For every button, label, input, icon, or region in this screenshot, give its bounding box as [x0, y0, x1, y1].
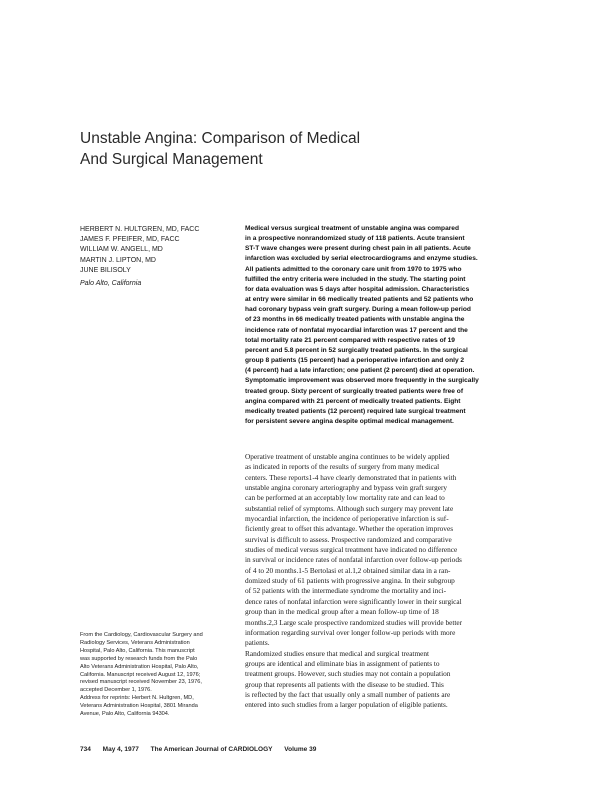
abstract-line: for data evaluation was 5 days after hospital admission. Characteristics [245, 285, 470, 293]
body-line: Randomized studies ensure that medical and surgical treatment [245, 648, 430, 658]
author-affiliation: Palo Alto, California [80, 280, 142, 287]
author-name: MARTIN J. LIPTON, MD [80, 256, 156, 264]
body-line: studies of medical versus surgical treatment have indicated no difference [245, 545, 458, 555]
abstract [245, 224, 545, 427]
abstract-line: ST-T wave changes were present during chest pain in all patients. Acute [245, 245, 471, 253]
page-footer [80, 746, 326, 753]
footnote-line: Address for reprints: Herbert N. Hultgren, MD, [80, 695, 194, 702]
author-name: JAMES F. PFEIFER, MD, FACC [80, 236, 180, 244]
footnote-line: Radiology Services, Veterans Administration [80, 639, 190, 646]
footnote-line: California. Manuscript received August 12, 1976; [80, 671, 201, 678]
body-line: treatment groups. However, such studies may not contain a population [245, 669, 451, 679]
article-title [80, 128, 460, 170]
footnote-line: accepted December 1, 1976. [80, 687, 152, 694]
body-line: in survival or incidence rates of nonfatal infarction over follow-up periods [245, 555, 462, 565]
body-line: ficiently great to offset this advantage. Whether the operation improves [245, 524, 454, 534]
abstract-line: group 8 patients (15 percent) had a perioperative infarction and only 2 [245, 357, 465, 365]
abstract-line: treated group. Sixty percent of surgically treated patients were free of [245, 387, 464, 395]
title-line: And Surgical Management [80, 151, 263, 168]
body-line: myocardial infarction, the incidence of perioperative infarction is suf- [245, 514, 449, 524]
author-name: JUNE BILISOLY [80, 266, 131, 274]
abstract-line: had coronary bypass vein graft surgery. During a mean follow-up period [245, 306, 471, 314]
body-line: centers. These reports1-4 have clearly demonstrated that in patients with [245, 472, 457, 482]
body-line: unstable angina coronary arteriography and bypass vein graft surgery [245, 483, 448, 493]
body-line: dence rates of nonfatal infarction were significantly lower in their surgical [245, 596, 462, 606]
author-name: HERBERT N. HULTGREN, MD, FACC [80, 226, 200, 233]
body-line: entered into such studies from a larger population of eligible patients. [245, 700, 448, 710]
body-text [245, 452, 550, 711]
footnote [80, 632, 230, 719]
body-line: group that represents all patients with the disease to be studied. This [245, 679, 444, 689]
abstract-line: of 23 months in 66 medically treated patients with unstable angina the [245, 316, 465, 324]
issue-date: May 4, 1977 [102, 746, 139, 753]
volume-number: Volume 39 [284, 746, 317, 753]
abstract-line: Symptomatic improvement was observed more frequently in the surgically [245, 377, 479, 385]
abstract-line: All patients admitted to the coronary care unit from 1970 to 1975 who [245, 265, 462, 273]
footnote-line: From the Cardiology, Cardiovascular Surgery and [80, 632, 203, 638]
body-line: patients. [245, 638, 270, 648]
body-line: survival is difficult to assess. Prospective randomized and comparative [245, 534, 452, 544]
footnote-line: was supported by research funds from the Palo [80, 655, 198, 662]
footnote-line: Veterans Administration Hospital, 3801 Miranda [80, 703, 198, 710]
author-name: WILLIAM W. ANGELL, MD [80, 246, 163, 254]
abstract-line: at entry were similar in 66 medically treated patients and 52 patients who [245, 296, 474, 304]
body-line: of 52 patients with the intermediate syndrome the mortality and inci- [245, 586, 447, 596]
title-line: Unstable Angina: Comparison of Medical [80, 130, 361, 147]
footnote-line: Alto Veterans Administration Hospital, Palo Alto, [80, 663, 199, 670]
body-line: of 4 to 20 months.1-5 Bertolasi et al.1,2 obtained similar data in a ran- [245, 565, 451, 575]
body-line: months.2,3 Large scale prospective randomized studies will provide better [245, 617, 463, 627]
page-number: 734 [80, 746, 91, 753]
body-line: is reflected by the fact that usually only a small number of patients are [245, 689, 451, 699]
abstract-line: in a prospective nonrandomized study of 118 patients. Acute transient [245, 235, 465, 243]
abstract-line: percent and 5.8 percent in 52 surgically treated patients. In the surgical [245, 346, 468, 354]
abstract-line: for persistent severe angina despite optimal medical management. [245, 417, 454, 425]
body-line: domized study of 61 patients with progressive angina. In their subgroup [245, 576, 455, 586]
abstract-line: (4 percent) had a late infarction; one patient (2 percent) died at operation. [245, 367, 475, 375]
footnote-line: Hospital, Palo Alto, California. This manuscript [80, 647, 195, 654]
body-line: as indicated in reports of the results of surgery from many medical [245, 462, 440, 472]
abstract-line: Medical versus surgical treatment of unstable angina was compared [245, 225, 459, 232]
abstract-line: medically treated patients (12 percent) required late surgical treatment [245, 407, 466, 415]
body-line: can be performed at an acceptably low mortality rate and can lead to [245, 493, 445, 503]
body-line: group than in the medical group after a mean follow-up time of 18 [245, 607, 439, 617]
body-line: groups are identical and eliminate bias in assignment of patients to [245, 658, 440, 668]
body-line: substantial relief of symptoms. Although such surgery may prevent late [245, 503, 454, 513]
author-list [80, 225, 240, 276]
footnote-line: Avenue, Palo Alto, California 94304. [80, 711, 170, 718]
footnote-line: revised manuscript received November 23, 1976, [80, 679, 202, 686]
body-line: Operative treatment of unstable angina continues to be widely applied [245, 452, 450, 461]
body-line: information regarding survival over longer follow-up periods with more [245, 627, 456, 637]
abstract-line: total mortality rate 21 percent compared with respective rates of 19 [245, 336, 455, 344]
journal-name: The American Journal of CARDIOLOGY [150, 746, 273, 753]
abstract-line: angina compared with 21 percent of medically treated patients. Eight [245, 397, 461, 405]
abstract-line: incidence rate of nonfatal myocardial infarction was 17 percent and the [245, 326, 468, 334]
abstract-line: fulfilled the entry criteria were included in the study. The starting point [245, 275, 466, 283]
abstract-line: infarction was excluded by serial electrocardiograms and enzyme studies. [245, 255, 478, 263]
